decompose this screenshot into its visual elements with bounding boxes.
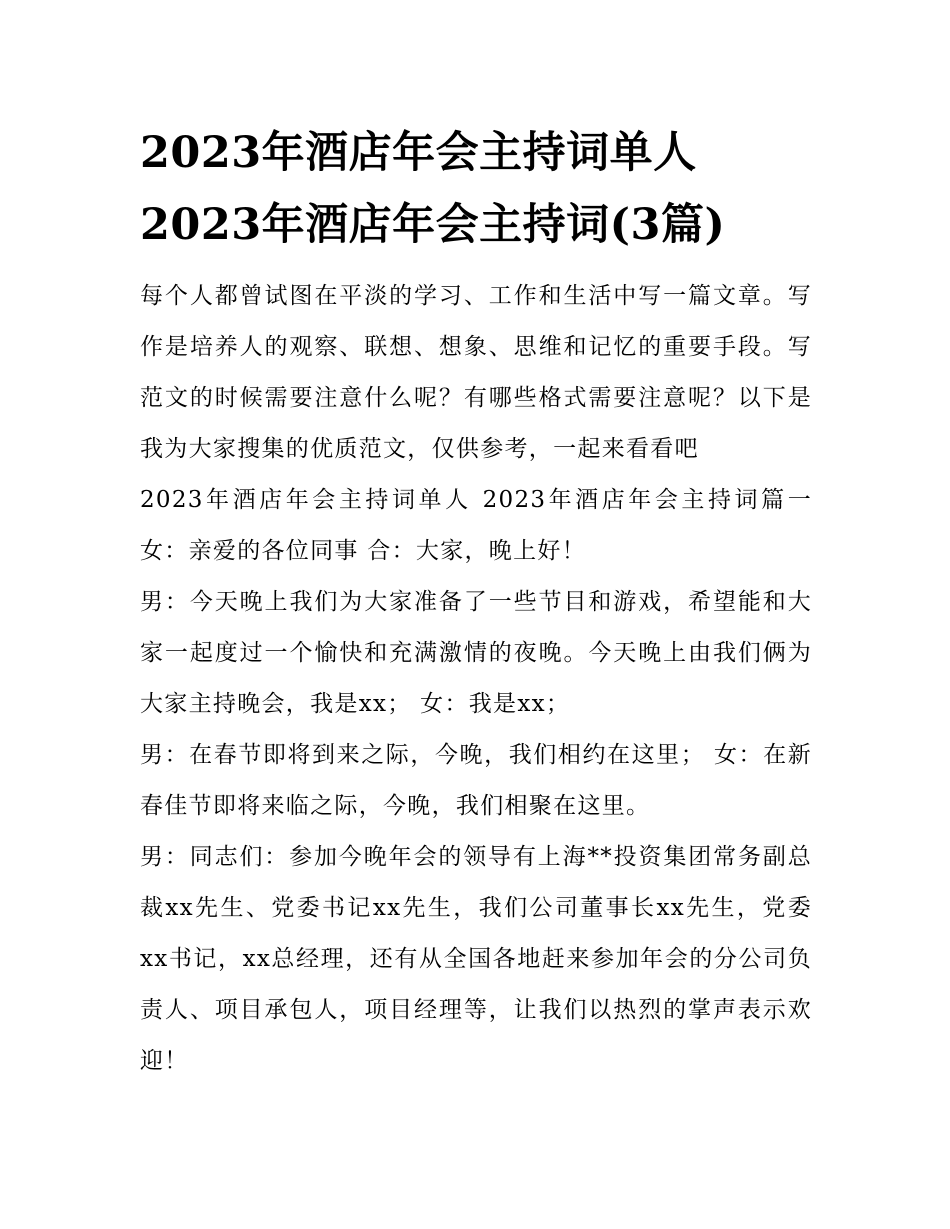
title-line-1: 2023年酒店年会主持词单人 xyxy=(140,128,697,178)
paragraph-male-host-2: 男：在春节即将到来之际，今晚，我们相约在这里； 女：在新春佳节即将来临之际，今晚，我们相聚在这里。 xyxy=(140,742,812,819)
document-page xyxy=(140,117,812,1087)
paragraph-male-host-3: 男：同志们：参加今晚年会的领导有上海**投资集团常务副总裁xx先生、党委书记xx先生，我们公司董事长xx先生，党委xx书记，xx总经理，还有从全国各地赶来参加年会的分公司负责人、项目承包人，项目经理等，让我们以热烈的掌声表示欢迎！ xyxy=(140,844,812,1074)
intro-paragraph: 每个人都曾试图在平淡的学习、工作和生活中写一篇文章。写作是培养人的观察、联想、想象、思维和记忆的重要手段。写范文的时候需要注意什么呢？有哪些格式需要注意呢？以下是我为大家搜集的优质范文，仅供参考，一起来看看吧 xyxy=(140,283,812,462)
document-body xyxy=(140,271,812,1087)
document-title xyxy=(140,117,812,261)
paragraph-opening: 2023年酒店年会主持词单人 2023年酒店年会主持词篇一 女：亲爱的各位同事 合：大家，晚上好！ xyxy=(140,487,812,564)
paragraph-male-host-1: 男：今天晚上我们为大家准备了一些节目和游戏，希望能和大家一起度过一个愉快和充满激情的夜晚。今天晚上由我们俩为大家主持晚会，我是xx； 女：我是xx； xyxy=(140,589,812,717)
title-line-2: 2023年酒店年会主持词(3篇) xyxy=(140,200,726,250)
